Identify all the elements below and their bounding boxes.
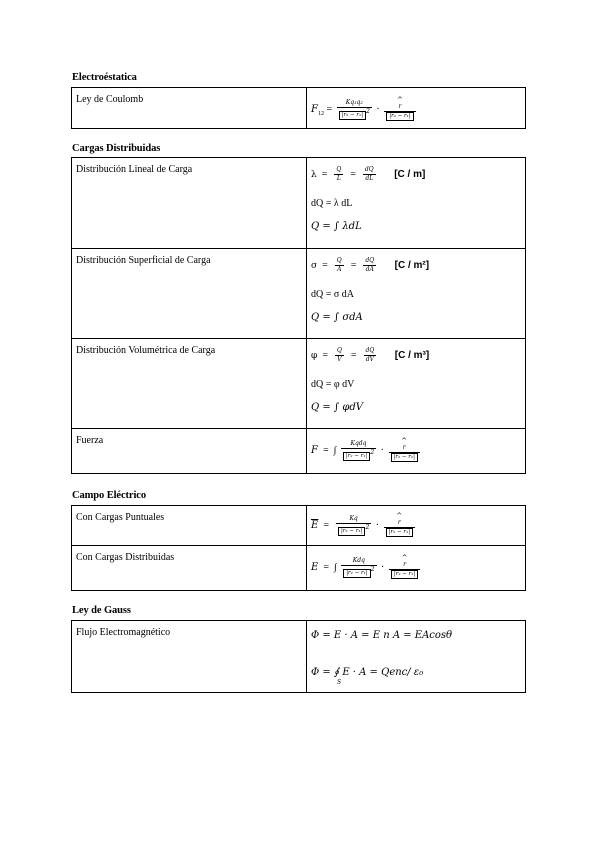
table-row	[72, 339, 526, 429]
formula-fuerza: F = ∫ $\frac{\text{Kqdq}}{|r_2 - r_1| ^2}$ · ^ r |r₂ − r₁|	[307, 429, 526, 474]
row-label-volumetrica: Distribución Volumétrica de Carga	[72, 339, 307, 429]
formula-lineal: λ = $\frac{Q}{L}$ = $\frac{dQ}{dL}$ [C / m] dQ = λ dL Q = ∫ λdL	[307, 158, 526, 249]
table-cargas	[71, 157, 526, 474]
formula-superficial: σ = $\frac{Q}{A}$ = $\frac{dQ}{dA}$ [C / m²] dQ = σ dA Q = ∫ σdA	[307, 249, 526, 339]
table-row	[72, 621, 526, 693]
table-row	[72, 88, 526, 129]
section-heading-campo: Campo Eléctrico	[72, 490, 147, 501]
formula-distribuidas: E = ∫ $\frac{\text{Kdq}}{|r_2 - r_1| ^2}$ · ^ r |r₂ − r₁|	[307, 546, 526, 591]
table-campo	[71, 505, 526, 591]
table-row	[72, 249, 526, 339]
formula-flujo: Φ = E · A = E n A = EAcosθ Φ = ∮ E · A = Qenc/ ε₀ S	[307, 621, 526, 693]
row-label-puntuales: Con Cargas Puntuales	[72, 506, 307, 546]
row-label-coulomb: Ley de Coulomb	[72, 88, 307, 129]
table-row	[72, 158, 526, 249]
table-electrostatica	[71, 87, 526, 129]
row-label-flujo: Flujo Electromagnético	[72, 621, 307, 693]
section-heading-electrostatica: Electroéstatica	[72, 72, 137, 83]
table-row	[72, 546, 526, 591]
table-row	[72, 506, 526, 546]
formula-volumetrica: φ = $\frac{Q}{V}$ = $\frac{dQ}{dV}$ [C / m³] dQ = φ dV Q = ∫ φdV	[307, 339, 526, 429]
row-label-distribuidas: Con Cargas Distribuidas	[72, 546, 307, 591]
section-heading-gauss: Ley de Gauss	[72, 605, 131, 616]
row-label-superficial: Distribución Superficial de Carga	[72, 249, 307, 339]
formula-coulomb: $F_{12}$ = $\frac{\text{Kq₁q₂}}{|r_2 - r_1| ^2}$ · ^ r |r₂ − r₁|	[307, 88, 526, 129]
table-gauss	[71, 620, 526, 693]
section-heading-cargas: Cargas Distribuidas	[72, 143, 161, 154]
row-label-fuerza: Fuerza	[72, 429, 307, 474]
table-row	[72, 429, 526, 474]
formula-puntuales: $\overline{E}$ = $\frac{Kq}{|r_2 - r_1| ^2}$ · ^ r |r₂ − r₁|	[307, 506, 526, 546]
row-label-lineal: Distribución Lineal de Carga	[72, 158, 307, 249]
